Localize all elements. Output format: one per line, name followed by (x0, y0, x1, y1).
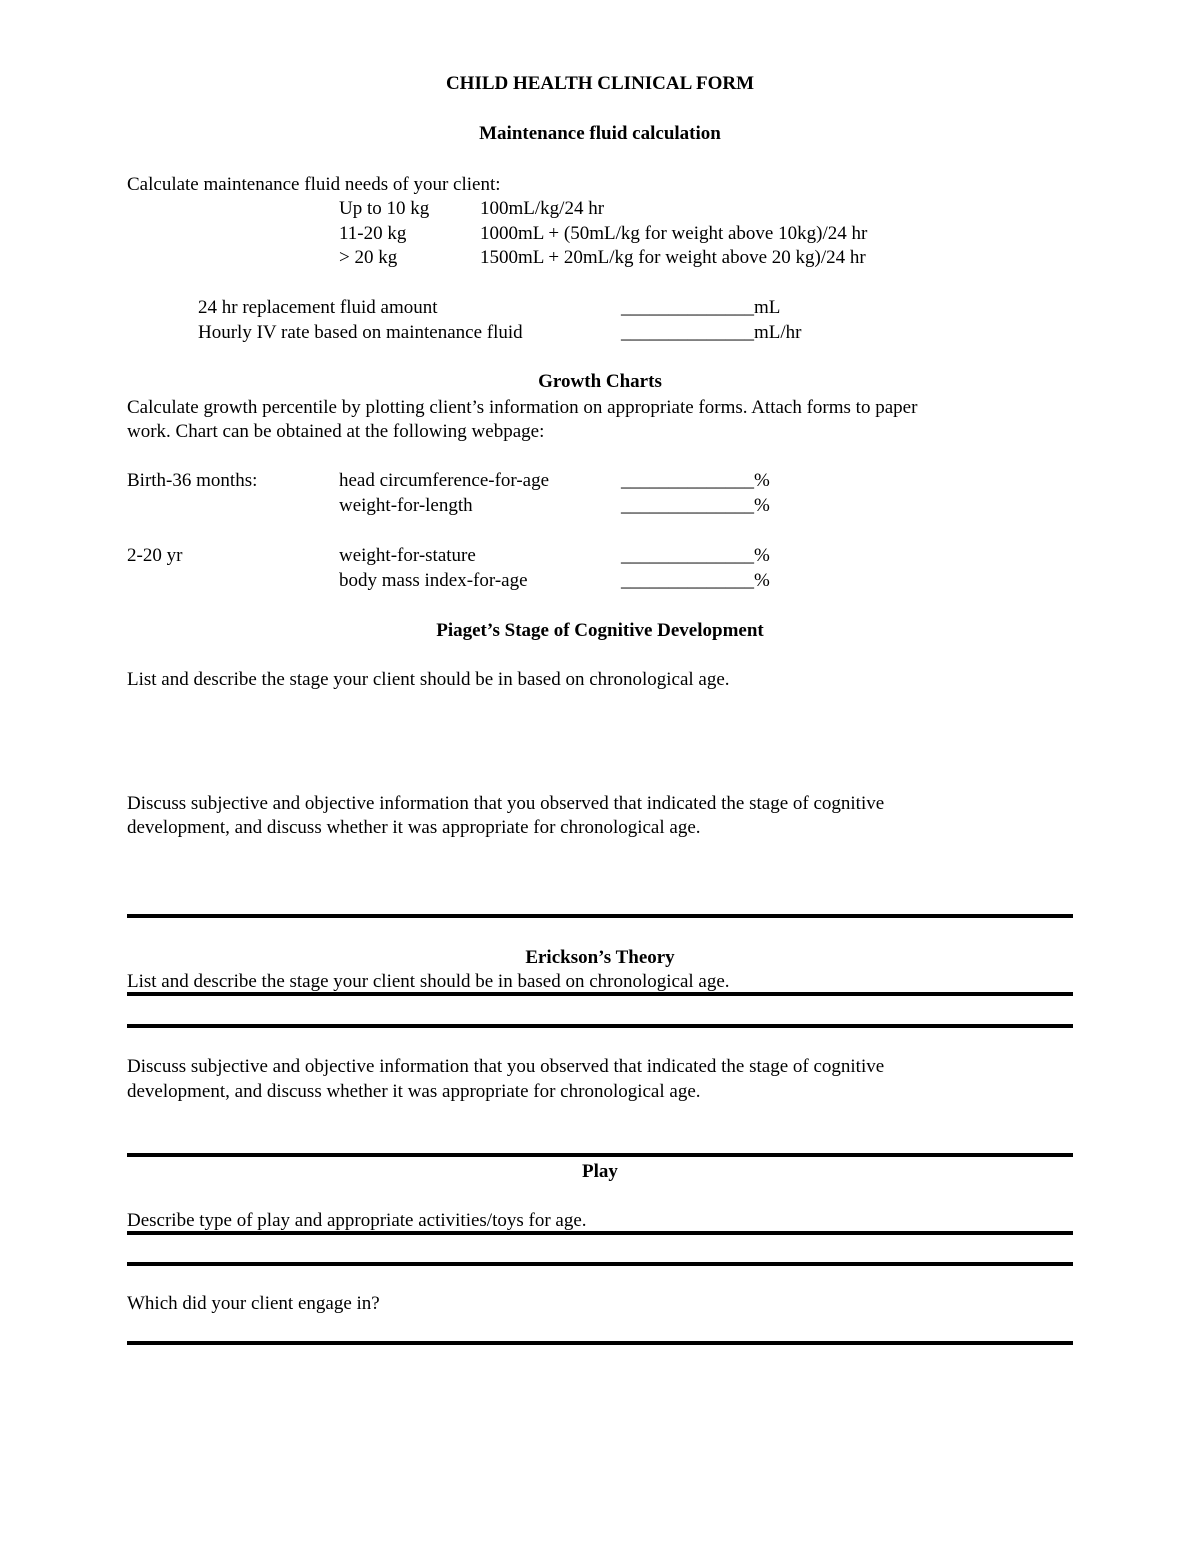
growth-item-label: weight-for-length (339, 495, 473, 516)
piaget-prompt-1: List and describe the stage your client should be in based on chronological age. (127, 669, 730, 690)
growth-heading: Growth Charts (538, 371, 662, 392)
unit-label: % (754, 470, 770, 491)
form-title: CHILD HEALTH CLINICAL FORM (445, 73, 755, 94)
play-heading: Play (582, 1161, 618, 1182)
fluid-formula: 100mL/kg/24 hr (480, 198, 605, 219)
growth-item-label: weight-for-stature (339, 545, 476, 566)
growth-item-label: head circumference-for-age (339, 470, 550, 491)
fluid-intro: Calculate maintenance fluid needs of your client: (127, 174, 501, 195)
fluid-formula: 1000mL + (50mL/kg for weight above 10kg)/24 hr (480, 223, 868, 244)
fluid-range: > 20 kg (339, 247, 398, 268)
unit-label: % (754, 545, 770, 566)
fluid-field-blank[interactable] (621, 321, 802, 345)
fluid-heading: Maintenance fluid calculation (479, 123, 721, 144)
growth-age-group: 2-20 yr (127, 545, 183, 566)
growth-item-label: body mass index-for-age (339, 570, 528, 591)
answer-line[interactable] (127, 992, 1073, 996)
fluid-range: 11-20 kg (339, 223, 407, 244)
fluid-field-blank[interactable] (621, 296, 780, 320)
answer-line[interactable] (127, 1231, 1073, 1235)
growth-item-blank[interactable] (621, 469, 770, 493)
answer-line[interactable] (127, 1262, 1073, 1266)
unit-label: mL/hr (754, 322, 802, 343)
growth-item-blank[interactable] (621, 494, 770, 518)
play-prompt-2: Which did your client engage in? (127, 1293, 380, 1314)
answer-line[interactable] (127, 1153, 1073, 1157)
play-prompt-1: Describe type of play and appropriate activities/toys for age. (127, 1210, 587, 1231)
answer-line[interactable] (127, 914, 1073, 918)
blank-line[interactable]: ______________ (621, 470, 754, 491)
blank-line[interactable]: ______________ (621, 495, 754, 516)
growth-text-line2: work. Chart can be obtained at the following webpage: (127, 421, 545, 442)
growth-age-group: Birth-36 months: (127, 470, 258, 491)
fluid-formula: 1500mL + 20mL/kg for weight above 20 kg)/24 hr (480, 247, 866, 268)
answer-line[interactable] (127, 1024, 1073, 1028)
fluid-field-label: 24 hr replacement fluid amount (198, 297, 438, 318)
fluid-field-label: Hourly IV rate based on maintenance fluid (198, 322, 523, 343)
blank-line[interactable]: ______________ (621, 322, 754, 343)
growth-item-blank[interactable] (621, 544, 770, 568)
piaget-prompt-2-line1: Discuss subjective and objective information that you observed that indicated the stage of cognitive (127, 793, 885, 814)
erickson-prompt-2-line2: development, and discuss whether it was appropriate for chronological age. (127, 1081, 701, 1102)
piaget-heading: Piaget’s Stage of Cognitive Development (436, 620, 764, 641)
blank-line[interactable]: ______________ (621, 570, 754, 591)
growth-text-line1: Calculate growth percentile by plotting client’s information on appropriate forms. Attach forms to paper (127, 397, 918, 418)
answer-line[interactable] (127, 1341, 1073, 1345)
unit-label: % (754, 495, 770, 516)
blank-line[interactable]: ______________ (621, 545, 754, 566)
erickson-prompt-2-line1: Discuss subjective and objective information that you observed that indicated the stage of cognitive (127, 1056, 885, 1077)
fluid-range: Up to 10 kg (339, 198, 430, 219)
erickson-heading: Erickson’s Theory (525, 947, 675, 968)
unit-label: % (754, 570, 770, 591)
erickson-prompt-1: List and describe the stage your client should be in based on chronological age. (127, 971, 730, 992)
piaget-prompt-2-line2: development, and discuss whether it was appropriate for chronological age. (127, 817, 701, 838)
blank-line[interactable]: ______________ (621, 297, 754, 318)
growth-item-blank[interactable] (621, 569, 770, 593)
unit-label: mL (754, 297, 781, 318)
